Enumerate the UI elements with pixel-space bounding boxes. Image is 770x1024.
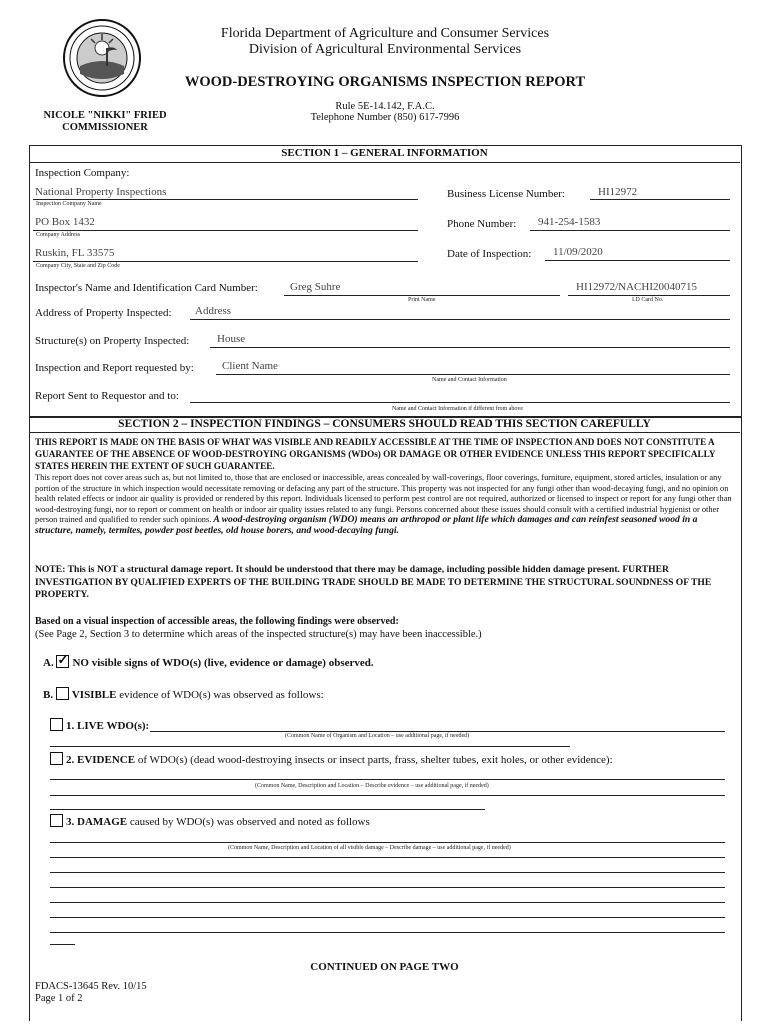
agency-name: Florida Department of Agriculture and Consumer Services <box>220 26 550 41</box>
requested-by-value: Client Name <box>222 360 278 372</box>
company-name-line[interactable] <box>33 199 418 200</box>
option-a-checkbox[interactable] <box>56 655 69 668</box>
requested-by-line[interactable] <box>216 374 730 375</box>
business-license-value: HI12972 <box>598 186 638 198</box>
damage-line-8[interactable] <box>50 944 75 945</box>
form-number: FDACS-13645 Rev. 10/15 <box>35 981 147 992</box>
company-name-caption: Inspection Company Name <box>36 201 102 207</box>
sent-to-line[interactable] <box>190 402 730 403</box>
disclaimer-body: This report does not cover areas such as, but not limited to, those that are enclosed or inaccessible, areas concealed by wall-coverings, floor coverings, furniture, equipment, stored articles, insulation or any portion of the structure in which inspection would necessitate removing or defacing any part of the structure. This property was not inspected for any fungi other than wood-decaying fungi, and no opinion on health related effects or indoor air quality is provided or rendered by this report. Individuals licensed to perform pest control are not required, authorized or licensed to inspect or report for any fungi other than wood-destroying fungi, nor to report or comment on health or indoor air quality issues related to any fungi. Persons concerned about these issues should consult with a certified industrial hygienist or other person trained and qualified to render such opinions. <box>35 473 732 524</box>
section2-divider <box>30 432 740 433</box>
report-title: WOOD-DESTROYING ORGANISMS INSPECTION REPORT <box>184 74 586 90</box>
damage-line-6[interactable] <box>50 917 725 918</box>
evidence-line-1[interactable] <box>50 779 725 780</box>
inspection-company-label: Inspection Company: <box>35 167 130 179</box>
inspection-date-label: Date of Inspection: <box>447 248 532 260</box>
see-page-text: (See Page 2, Section 3 to determine which areas of the inspected structure(s) may have been inaccessible.) <box>35 629 482 640</box>
damage-line-3[interactable] <box>50 872 725 873</box>
inspector-name-value: Greg Suhre <box>290 281 341 293</box>
evidence-row <box>50 752 613 766</box>
damage-caption: (Common Name, Description and Location of all visible damage – Describe damage – use additional page, if needed) <box>228 845 511 851</box>
inspector-id-line[interactable] <box>568 295 730 296</box>
option-b-checkbox[interactable] <box>56 687 69 700</box>
option-b-text: evidence of WDO(s) was observed as follows: <box>119 689 324 701</box>
live-wdo-label: 1. LIVE WDO(s): <box>66 720 150 732</box>
requested-by-label: Inspection and Report requested by: <box>35 362 194 374</box>
commissioner-name: NICOLE "NIKKI" FRIED <box>43 110 167 121</box>
evidence-text: of WDO(s) (dead wood-destroying insects or insect parts, frass, shelter tubes, exit holes, or other evidence): <box>137 754 613 766</box>
damage-line-2[interactable] <box>50 857 725 858</box>
company-city-line[interactable] <box>33 261 418 262</box>
phone-number-value: 941-254-1583 <box>538 216 601 228</box>
damage-line-1[interactable] <box>50 842 725 843</box>
damage-checkbox[interactable] <box>50 814 63 827</box>
inspector-id-caption: I.D Card No. <box>632 297 664 303</box>
property-address-line[interactable] <box>190 319 730 320</box>
property-address-value: Address <box>195 305 232 317</box>
company-address-value: PO Box 1432 <box>35 216 95 228</box>
commissioner-title: COMMISSIONER <box>62 122 148 133</box>
live-wdo-checkbox[interactable] <box>50 718 63 731</box>
sent-to-label: Report Sent to Requestor and to: <box>35 390 179 402</box>
disclaimer-bold: THIS REPORT IS MADE ON THE BASIS OF WHAT WAS VISIBLE AND READILY ACCESSIBLE AT THE TIME OF INSPECTION AND DOES NOT CONSTITUTE A GUARANTEE OF THE ABSENCE OF WOOD-DESTROYING ORGANISMS (WDOs) OR DAMAGE OR OTHER EVIDENCE UNLESS THIS REPORT SPECIFICALLY STATES HEREIN THE EXTENT OF SUCH GUARANTEE. <box>35 437 716 471</box>
division-name: Division of Agricultural Environmental Services <box>248 42 522 57</box>
requested-by-caption: Name and Contact Information <box>432 377 507 383</box>
rule-reference: Rule 5E-14.142, F.A.C. <box>335 101 435 112</box>
damage-row <box>50 814 370 828</box>
phone-number-label: Phone Number: <box>447 218 517 230</box>
option-a-row <box>43 655 374 669</box>
evidence-label: 2. EVIDENCE <box>66 754 136 766</box>
live-wdo-line[interactable] <box>150 731 725 732</box>
section1-title: SECTION 1 – GENERAL INFORMATION <box>281 147 488 159</box>
company-address-caption: Company Address <box>36 232 81 238</box>
option-a-text: NO visible signs of WDO(s) (live, evidence or damage) observed. <box>72 657 374 669</box>
company-name-value: National Property Inspections <box>35 186 167 198</box>
disclaimer-text <box>35 473 735 536</box>
structures-line[interactable] <box>210 347 730 348</box>
business-license-label: Business License Number: <box>447 188 565 200</box>
live-wdo-caption: (Common Name of Organism and Location – use additional page, if needed) <box>285 733 470 739</box>
damage-label: 3. DAMAGE <box>66 816 128 828</box>
structures-value: House <box>217 333 246 345</box>
structures-label: Structure(s) on Property Inspected: <box>35 335 190 347</box>
page-number: Page 1 of 2 <box>35 993 83 1004</box>
option-b-letter: B. <box>43 689 54 701</box>
inspector-name-line[interactable] <box>284 295 560 296</box>
structural-note: NOTE: This is NOT a structural damage report. It should be understood that there may be damage, including possible hidden damage present. FURTHER INVESTIGATION BY QUALIFIED EXPERTS OF THE BUILDING TRADE SHOULD BE MADE TO DETERMINE THE STRUCTURAL SOUNDNESS OF THE PROPERTY. <box>35 564 712 600</box>
business-license-line[interactable] <box>590 199 730 200</box>
property-address-label: Address of Property Inspected: <box>35 307 172 319</box>
damage-text: caused by WDO(s) was observed and noted as follows <box>129 816 370 828</box>
option-b-row <box>43 687 324 701</box>
company-city-caption: Company City, State and Zip Code <box>36 263 120 269</box>
live-wdo-line-2[interactable] <box>50 746 570 747</box>
section2-title: SECTION 2 – INSPECTION FINDINGS – CONSUMERS SHOULD READ THIS SECTION CAREFULLY <box>118 418 651 430</box>
option-a-letter: A. <box>43 657 54 669</box>
inspector-name-caption: Print Name <box>408 297 436 303</box>
evidence-line-2[interactable] <box>50 795 725 796</box>
company-city-value: Ruskin, FL 33575 <box>35 247 115 259</box>
damage-line-5[interactable] <box>50 902 725 903</box>
live-wdo-row <box>50 718 149 732</box>
option-b-visible: VISIBLE <box>71 689 117 701</box>
continued-note: CONTINUED ON PAGE TWO <box>310 961 459 973</box>
evidence-checkbox[interactable] <box>50 752 63 765</box>
damage-line-7[interactable] <box>50 932 725 933</box>
phone-number-line[interactable] <box>530 230 730 231</box>
evidence-caption: (Common Name, Description and Location – Describe evidence – use additional page, if needed) <box>255 783 489 789</box>
inspection-date-line[interactable] <box>545 260 730 261</box>
evidence-line-3[interactable] <box>50 809 485 810</box>
inspector-label: Inspector's Name and Identification Card Number: <box>35 282 258 294</box>
section1-divider <box>30 162 740 163</box>
wdo-definition: A wood-destroying organism (WDO) means an arthropod or plant life which damages and can reinfest seasoned wood in a structure, namely, termites, powder post beetles, old house borers, and wood-decaying fungi. <box>35 514 698 536</box>
state-seal-icon <box>62 18 142 98</box>
inspection-date-value: 11/09/2020 <box>553 246 603 258</box>
sent-to-caption: Name and Contact Information if different from above <box>392 406 524 412</box>
company-address-line[interactable] <box>33 230 418 231</box>
inspector-id-value: HI12972/NACHI20040715 <box>576 281 697 293</box>
damage-line-4[interactable] <box>50 887 725 888</box>
based-on-text: Based on a visual inspection of accessible areas, the following findings were observed: <box>35 616 399 627</box>
agency-phone: Telephone Number (850) 617-7996 <box>310 112 460 123</box>
